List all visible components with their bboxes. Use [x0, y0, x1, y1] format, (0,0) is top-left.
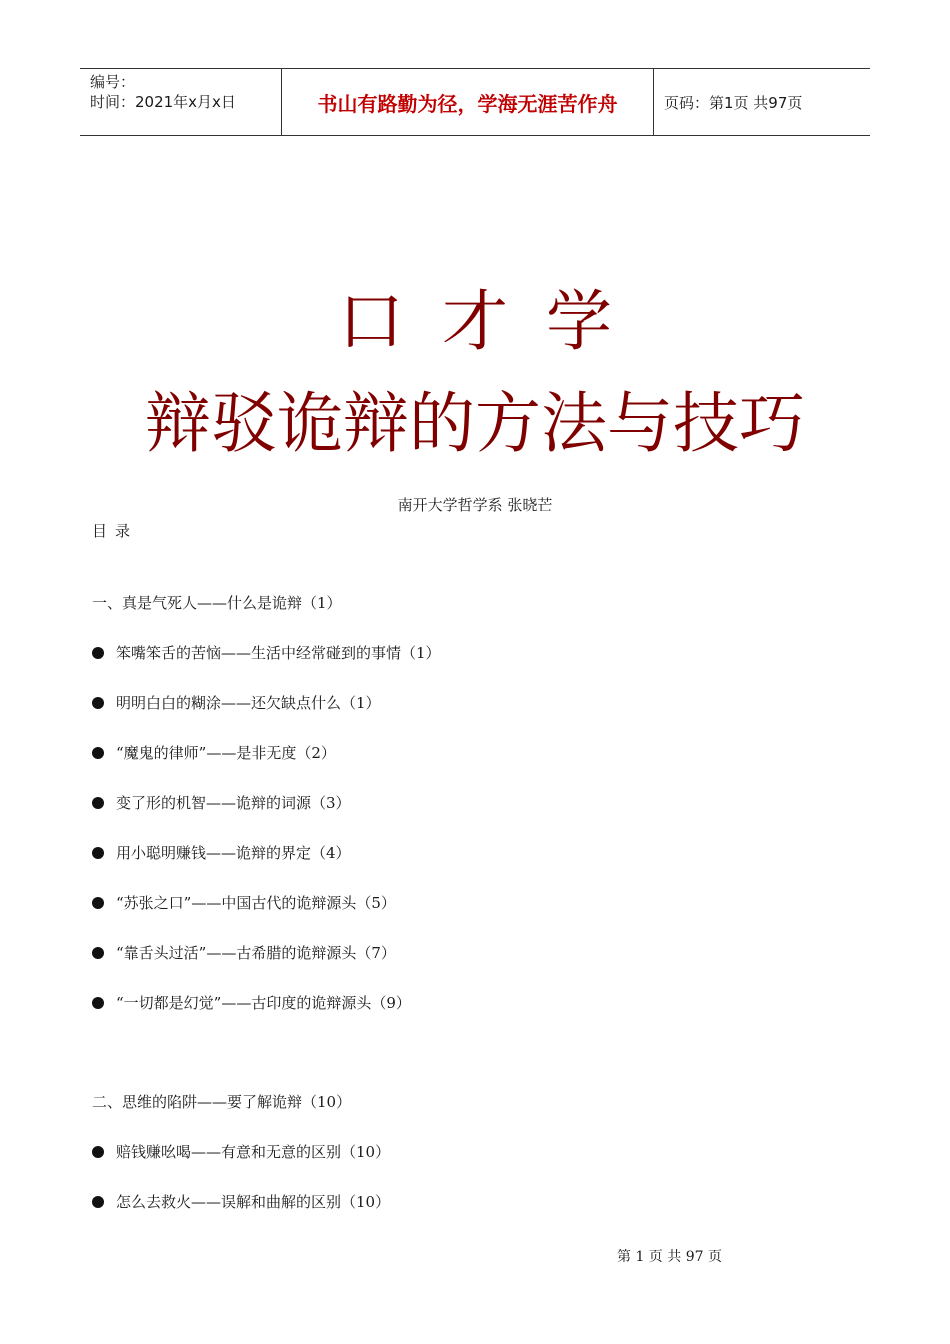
toc-item-text: “苏张之口”——中国古代的诡辩源头（5） — [116, 894, 396, 912]
toc-item — [92, 592, 342, 614]
toc-item-text: 怎么去救火——误解和曲解的区别（10） — [116, 1193, 391, 1211]
toc-item — [92, 942, 396, 964]
toc-item — [92, 992, 411, 1014]
bullet-icon — [92, 1146, 104, 1158]
toc-item — [92, 642, 441, 664]
toc-item — [92, 1191, 390, 1213]
bullet-icon — [92, 947, 104, 959]
toc-item-text: 笨嘴笨舌的苦恼——生活中经常碰到的事情（1） — [116, 644, 441, 662]
toc-item-text: “魔鬼的律师”——是非无度（2） — [116, 744, 336, 762]
toc-item-text: 一、真是气死人——什么是诡辩（1） — [92, 594, 342, 612]
document-number: 编号： — [90, 73, 136, 91]
toc-item — [92, 1091, 351, 1113]
toc-item — [92, 742, 336, 764]
toc-item — [92, 892, 396, 914]
document-date: 时间：2021年x月x日 — [90, 93, 236, 111]
header-page-info: 页码：第1页 共97页 — [664, 93, 803, 112]
toc-heading: 目录 — [92, 522, 139, 540]
toc-item-text: “靠舌头过活”——古希腊的诡辩源头（7） — [116, 944, 396, 962]
toc-item-text: 变了形的机智——诡辩的词源（3） — [116, 794, 351, 812]
toc-item — [92, 1141, 390, 1163]
toc-item-text: 二、思维的陷阱——要了解诡辩（10） — [92, 1093, 352, 1111]
bullet-icon — [92, 1196, 104, 1208]
toc-item — [92, 792, 351, 814]
toc-item-text: 用小聪明赚钱——诡辩的界定（4） — [116, 844, 351, 862]
header-meta — [80, 69, 281, 135]
bullet-icon — [92, 997, 104, 1009]
bullet-icon — [92, 797, 104, 809]
bullet-icon — [92, 697, 104, 709]
toc-item-text: 明明白白的糊涂——还欠缺点什么（1） — [116, 694, 381, 712]
subtitle: 辩驳诡辩的方法与技巧 — [145, 385, 805, 462]
page-footer: 第 1 页 共 97 页 — [617, 1249, 722, 1265]
bullet-icon — [92, 647, 104, 659]
bullet-icon — [92, 897, 104, 909]
author-line: 南开大学哲学系 张晓芒 — [397, 496, 553, 514]
main-title: 口才学 — [338, 283, 650, 360]
toc-item — [92, 692, 381, 714]
toc-item-text: “一切都是幻觉”——古印度的诡辩源头（9） — [116, 994, 411, 1012]
page-header — [80, 68, 870, 136]
toc-item — [92, 842, 351, 864]
header-motto: 书山有路勤为径，学海无涯苦作舟 — [281, 69, 654, 135]
bullet-icon — [92, 847, 104, 859]
bullet-icon — [92, 747, 104, 759]
toc-item-text: 赔钱赚吆喝——有意和无意的区别（10） — [116, 1143, 391, 1161]
